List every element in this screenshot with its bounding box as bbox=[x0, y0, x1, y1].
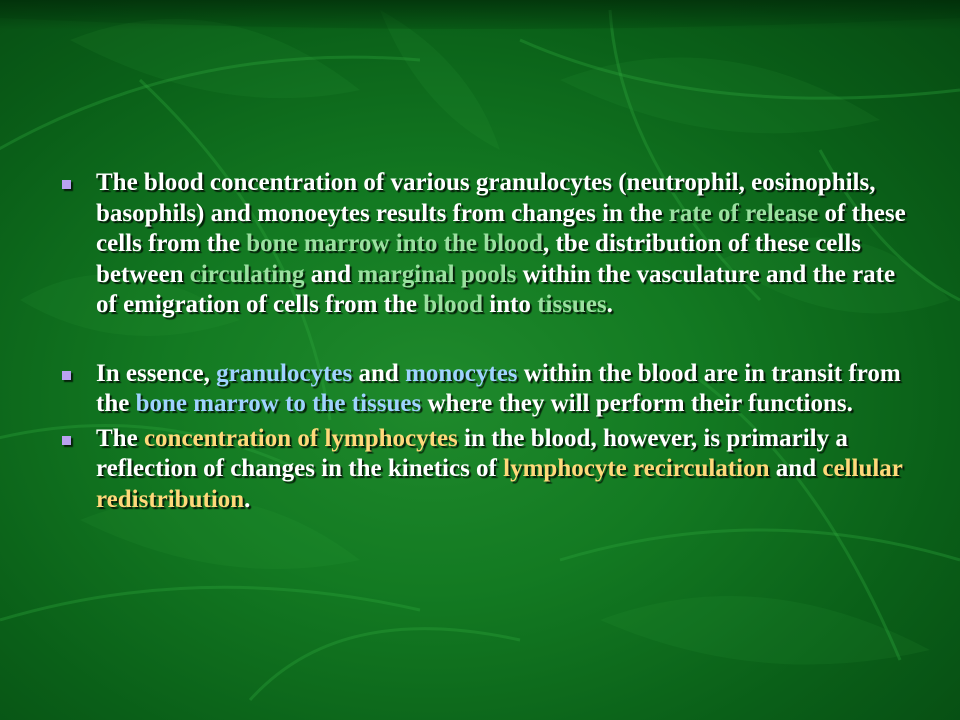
highlight-circulating: circulating bbox=[189, 260, 305, 288]
bullet-text bbox=[96, 169, 906, 318]
bullet-text-segment: . bbox=[606, 291, 613, 318]
bullet-text-segment: within the blood are in transit from the bbox=[96, 359, 901, 417]
bullet-text-segment: The blood concentration of various granulocytes (neutrophil, eosinophils, basophils) and monoeytes results from changes in the bbox=[96, 169, 876, 227]
bullet-text-segment: and bbox=[769, 455, 823, 482]
top-shade bbox=[0, 0, 960, 30]
bullet-text-segment: in the blood, however, is primarily a reflection of changes in the kinetics of bbox=[96, 424, 848, 482]
highlight-bone-marrow-into-blood: bone marrow into the blood bbox=[246, 230, 543, 257]
bullet-text bbox=[96, 360, 901, 418]
bullet-text bbox=[96, 425, 902, 513]
highlight-granulocytes: granulocytes bbox=[216, 359, 353, 387]
bullet-text-segment: and bbox=[304, 260, 358, 288]
highlight-marginal-pools: marginal pools bbox=[357, 260, 517, 288]
highlight-tissues: tissues bbox=[537, 291, 607, 318]
highlight-monocytes: monocytes bbox=[405, 359, 518, 387]
bullet-item-in-essence bbox=[58, 359, 908, 420]
bullet-text-segment: where they will perform their functions. bbox=[421, 390, 853, 417]
bullet-text-segment: into bbox=[483, 291, 538, 318]
highlight-blood: blood bbox=[423, 291, 483, 318]
bullet-list bbox=[58, 168, 908, 515]
bullet-text-segment: The bbox=[96, 424, 144, 452]
square-bullet-icon bbox=[62, 436, 71, 445]
highlight-bone-marrow-to-tissues: bone marrow to the tissues bbox=[135, 390, 422, 417]
square-bullet-icon bbox=[62, 180, 71, 189]
square-bullet-icon bbox=[62, 371, 71, 380]
highlight-concentration-of-lymphocytes: concentration of lymphocytes bbox=[143, 424, 458, 452]
bullet-text-segment: In essence, bbox=[96, 359, 217, 387]
bullet-text-segment: within the vasculature and the rate of emigration of cells from the bbox=[96, 260, 896, 318]
bullet-text-segment: and bbox=[352, 359, 406, 387]
bullet-text-segment: , tbe distribution of these cells between bbox=[96, 230, 862, 288]
highlight-cellular-redistribution: cellular redistribution bbox=[96, 455, 903, 513]
highlight-rate-of-release: rate of release bbox=[668, 199, 819, 227]
highlight-lymphocyte-recirculation: lymphocyte recirculation bbox=[503, 455, 770, 482]
bullet-text-segment: of these cells from the bbox=[96, 199, 906, 257]
bullet-item-blood-concentration bbox=[58, 168, 908, 321]
bullet-text-segment: . bbox=[244, 485, 251, 513]
bullet-item-lymphocytes bbox=[58, 424, 908, 516]
